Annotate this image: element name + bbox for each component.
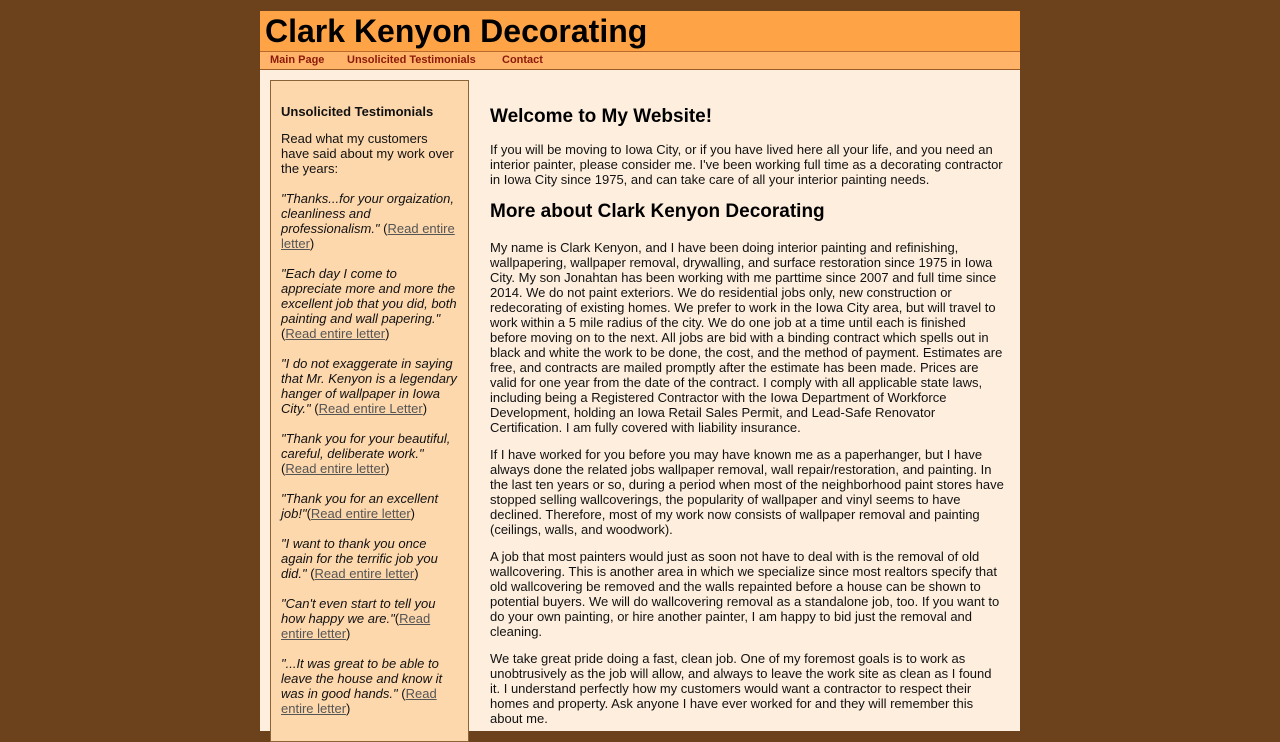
paren-open: ( — [281, 461, 286, 476]
testimonial — [281, 656, 458, 716]
testimonial-quote: "Thank you for an excellent job!" — [281, 491, 439, 521]
paren-close: ) — [385, 326, 390, 341]
testimonial-quote: "Thank you for your beautiful, careful, deliberate work." — [281, 431, 451, 461]
about-paragraph: My name is Clark Kenyon, and I have been doing interior painting and refinishing, wallpapering, wallpaper removal, drywalling, and surface restoration since 1975 in Iowa City. My son Jonahtan has been working with me parttime since 2007 and full time since 2014. We do not paint exteriors. We do residential jobs only, new construction or redecorating of existing homes. We prefer to work in the Iowa City area, but will travel to work within a 5 mile radius of the city. We do one job at a time until each is finished before moving on to the next. All jobs are bid with a binding contract which spells out in black and white the work to be done, the cost, and the method of payment. Estimates are free, and contracts are mailed promptly after the estimate has been made. Prices are valid for one year from the date of the contract. I comply with all applicable state laws, including being a Registered Contractor with the Iowa Department of Workforce Development, holding an Iowa Retail Sales Permit, and Lead-Safe Renovator Certification. I am fully covered with liability insurance. — [490, 240, 1003, 435]
testimonial-quote: "Each day I come to appreciate more and more the excellent job that you did, both painting and wall papering." — [281, 266, 457, 326]
paren-open: ( — [397, 686, 406, 701]
nav-contact[interactable]: Contact — [502, 54, 543, 66]
nav-unsolicited-testimonials[interactable]: Unsolicited Testimonials — [347, 54, 476, 66]
main-content — [490, 80, 1005, 726]
testimonial-quote: "I want to thank you once again for the terrific job you did." — [281, 536, 438, 581]
about-paragraph: A job that most painters would just as soon not have to deal with is the removal of old wallcovering. This is another area in which we specialize since most realtors specify that old wallcovering be removed and the walls repainted before a house can be shown to potential buyers. We will do wallcovering removal as a standalone job, too. If you want to do your own painting, or hire another painter, I am happy to bid just the removal and cleaning. — [490, 549, 1000, 639]
read-letter-link[interactable]: Read entire letter — [281, 611, 431, 641]
testimonial — [281, 596, 458, 641]
read-letter-link[interactable]: Read entire letter — [285, 461, 386, 476]
testimonial — [281, 356, 458, 416]
site-header — [260, 11, 1020, 52]
paren-close: ) — [346, 701, 351, 716]
testimonial-quote: "...It was great to be able to leave the house and know it was in good hands." — [281, 656, 443, 701]
paren-open: ( — [394, 611, 400, 626]
testimonial — [281, 491, 458, 521]
paren-open: ( — [281, 326, 286, 341]
page-container — [260, 11, 1020, 731]
site-title: Clark Kenyon Decorating — [265, 13, 648, 49]
paren-open: ( — [379, 221, 388, 236]
paren-close: ) — [410, 506, 415, 521]
paren-close: ) — [309, 236, 315, 251]
about-heading: More about Clark Kenyon Decorating — [490, 201, 825, 222]
paren-close: ) — [346, 626, 351, 641]
testimonial-quote: "I do not exaggerate in saying that Mr. Kenyon is a legendary hanger of wallpaper in Iowa City." — [281, 356, 457, 416]
nav-main-page[interactable]: Main Page — [270, 54, 325, 66]
paren-open: ( — [306, 506, 311, 521]
nav-bar — [260, 52, 1020, 70]
about-paragraph: If I have worked for you before you may have known me as a paperhanger, but I have always done the related jobs wallpaper removal, wall repair/restoration, and painting. In the last ten years or so, during a period when most of the neighborhood paint stores have stopped selling wallcoverings, the popularity of wallpaper and vinyl seems to have declined. Therefore, most of my work now consists of wallpaper removal and painting (ceilings, walls, and woodwork). — [490, 447, 1004, 537]
paren-close: ) — [414, 566, 419, 581]
read-letter-link[interactable]: Read entire letter — [281, 221, 455, 251]
intro-paragraph: If you will be moving to Iowa City, or if you have lived here all your life, and you need an interior painter, please consider me. I've been working full time as a decorating contractor in Iowa City since 1975, and can take care of all your interior painting needs. — [490, 142, 1003, 187]
testimonials-sidebar — [270, 80, 469, 742]
welcome-heading: Welcome to My Website! — [490, 106, 713, 127]
testimonial — [281, 191, 458, 251]
testimonial — [281, 536, 458, 581]
testimonial — [281, 266, 458, 341]
paren-close: ) — [422, 401, 428, 416]
paren-close: ) — [385, 461, 390, 476]
read-letter-link[interactable]: Read entire letter — [314, 566, 415, 581]
testimonial — [281, 431, 458, 476]
sidebar-heading: Unsolicited Testimonials — [281, 104, 434, 119]
read-letter-link[interactable]: Read entire letter — [281, 686, 437, 716]
sidebar-intro: Read what my customers have said about my work over the years: — [281, 131, 454, 176]
paren-open: ( — [310, 401, 319, 416]
testimonial-quote: "Thanks...for your orgaization, cleanliness and professionalism." — [281, 191, 454, 236]
read-letter-link[interactable]: Read entire Letter — [318, 401, 423, 416]
read-letter-link[interactable]: Read entire letter — [285, 326, 386, 341]
testimonial-quote: "Can't even start to tell you how happy we are." — [281, 596, 436, 626]
about-paragraph: We take great pride doing a fast, clean job. One of my foremost goals is to work as unobtrusively as the job will allow, and always to leave the work site as clean as I found it. I understand perfectly how my customers would want a contractor to respect their homes and property. Ask anyone I have ever worked for and they will remember this about me. — [490, 651, 992, 726]
read-letter-link[interactable]: Read entire letter — [310, 506, 411, 521]
paren-open: ( — [306, 566, 315, 581]
